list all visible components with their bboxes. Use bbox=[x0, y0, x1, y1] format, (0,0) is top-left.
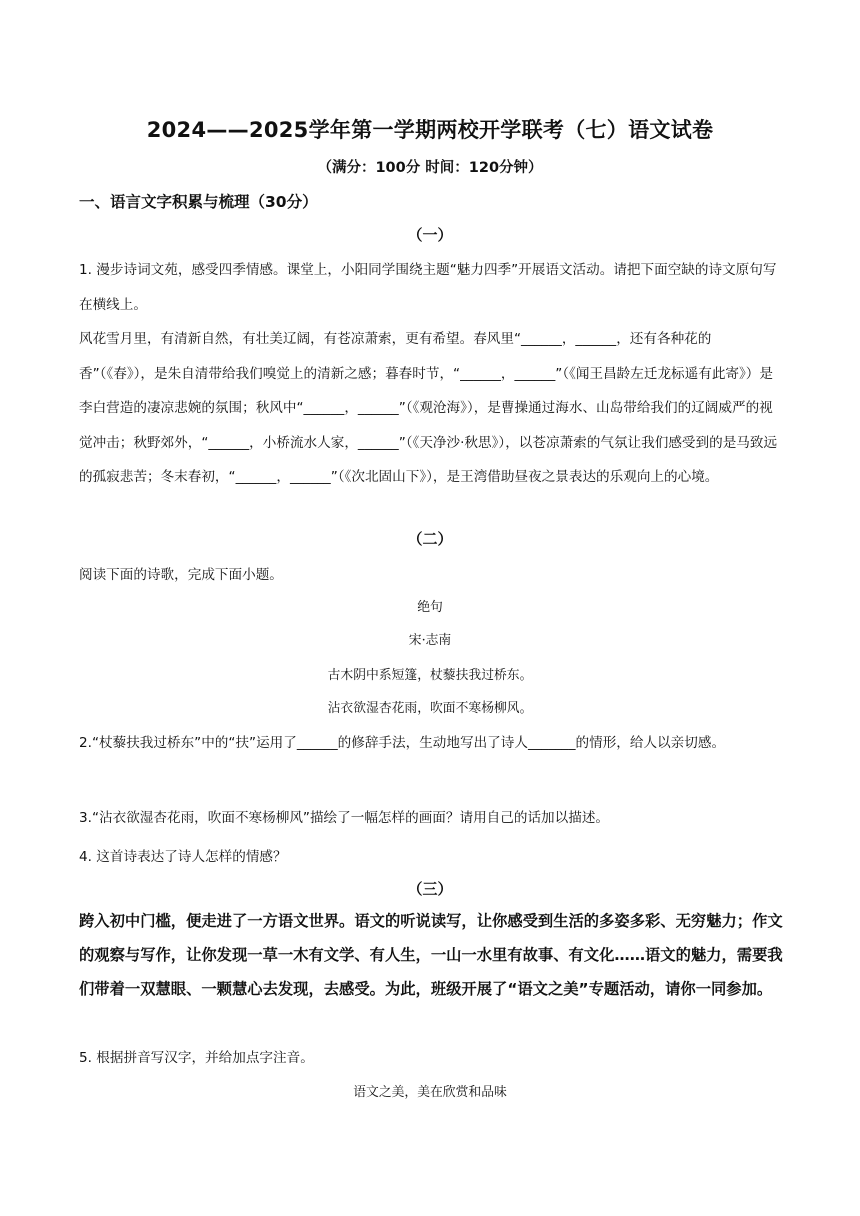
part-label-2: （二） bbox=[407, 530, 453, 548]
activity-intro: 跨入初中门槛，便走进了一方语文世界。语文的听说读写，让你感受到生活的多姿多彩、无穷魅力；作文的观察与写作，让你发现一草一木有文学、有人生，一山一水里有故事、有文化……语文的魅力，需要我们带着一双慧眼、一颗慧心去发现，去感受。为此，班级开展了“语文之美”专题活动，请你一同参加。 bbox=[79, 912, 783, 998]
part-label-3: （三） bbox=[407, 880, 453, 898]
reading-instruction: 阅读下面的诗歌，完成下面小题。 bbox=[79, 567, 283, 583]
question-4: 4. 这首诗表达了诗人怎样的情感？ bbox=[79, 849, 287, 865]
question-3: 3.“沾衣欲湿杏花雨，吹面不寒杨柳风”描绘了一幅怎样的画面？请用自己的话加以描述。 bbox=[79, 810, 610, 826]
question-1-body: 风花雪月里，有清新自然，有壮美辽阔，有苍凉萧索，更有希望。春风里“______，______，还有各种花的香”（《春》），是朱自清带给我们嗅觉上的清新之感；暮春时节，“______，______”（《闻王昌龄左迁龙标遥有此寄》）是李白营造的凄凉悲婉的氛围；秋风中“______，______”（《观沧海》），是曹操通过海水、山岛带给我们的辽阔威严的视觉冲击；秋野郊外，“______，小桥流水人家，______”（《天净沙·秋思》），以苍凉萧索的气氛让我们感受到的是马致远的孤寂悲苦；冬末春初，“______，______”（《次北固山下》），是王湾借助昼夜之景表达的乐观向上的心境。 bbox=[79, 331, 778, 485]
exam-info: （满分：100分 时间：120分钟） bbox=[317, 160, 543, 176]
question-5: 5. 根据拼音写汉字，并给加点字注音。 bbox=[79, 1050, 314, 1066]
section-heading: 一、语言文字积累与梳理（30分） bbox=[79, 193, 318, 211]
question-1 bbox=[79, 253, 785, 495]
question-5-heading: 语文之美，美在欣赏和品味 bbox=[353, 1085, 507, 1100]
poem-line: 古木阴中系短篷，杖藜扶我过桥东。 bbox=[327, 668, 533, 683]
poem-title: 绝句 bbox=[417, 600, 443, 615]
poem-line: 沾衣欲湿杏花雨，吹面不寒杨柳风。 bbox=[327, 701, 533, 716]
part-label-1: （一） bbox=[407, 226, 453, 244]
question-1-intro: 1. 漫步诗词文苑，感受四季情感。课堂上，小阳同学围绕主题“魅力四季”开展语文活动。请把下面空缺的诗文原句写在横线上。 bbox=[79, 262, 777, 313]
question-2: 2.“杖藜扶我过桥东”中的“扶”运用了______的修辞手法，生动地写出了诗人_______的情形，给人以亲切感。 bbox=[79, 735, 726, 751]
poem-author: 宋·志南 bbox=[408, 633, 452, 648]
page-title: 2024——2025学年第一学期两校开学联考（七）语文试卷 bbox=[146, 118, 714, 142]
